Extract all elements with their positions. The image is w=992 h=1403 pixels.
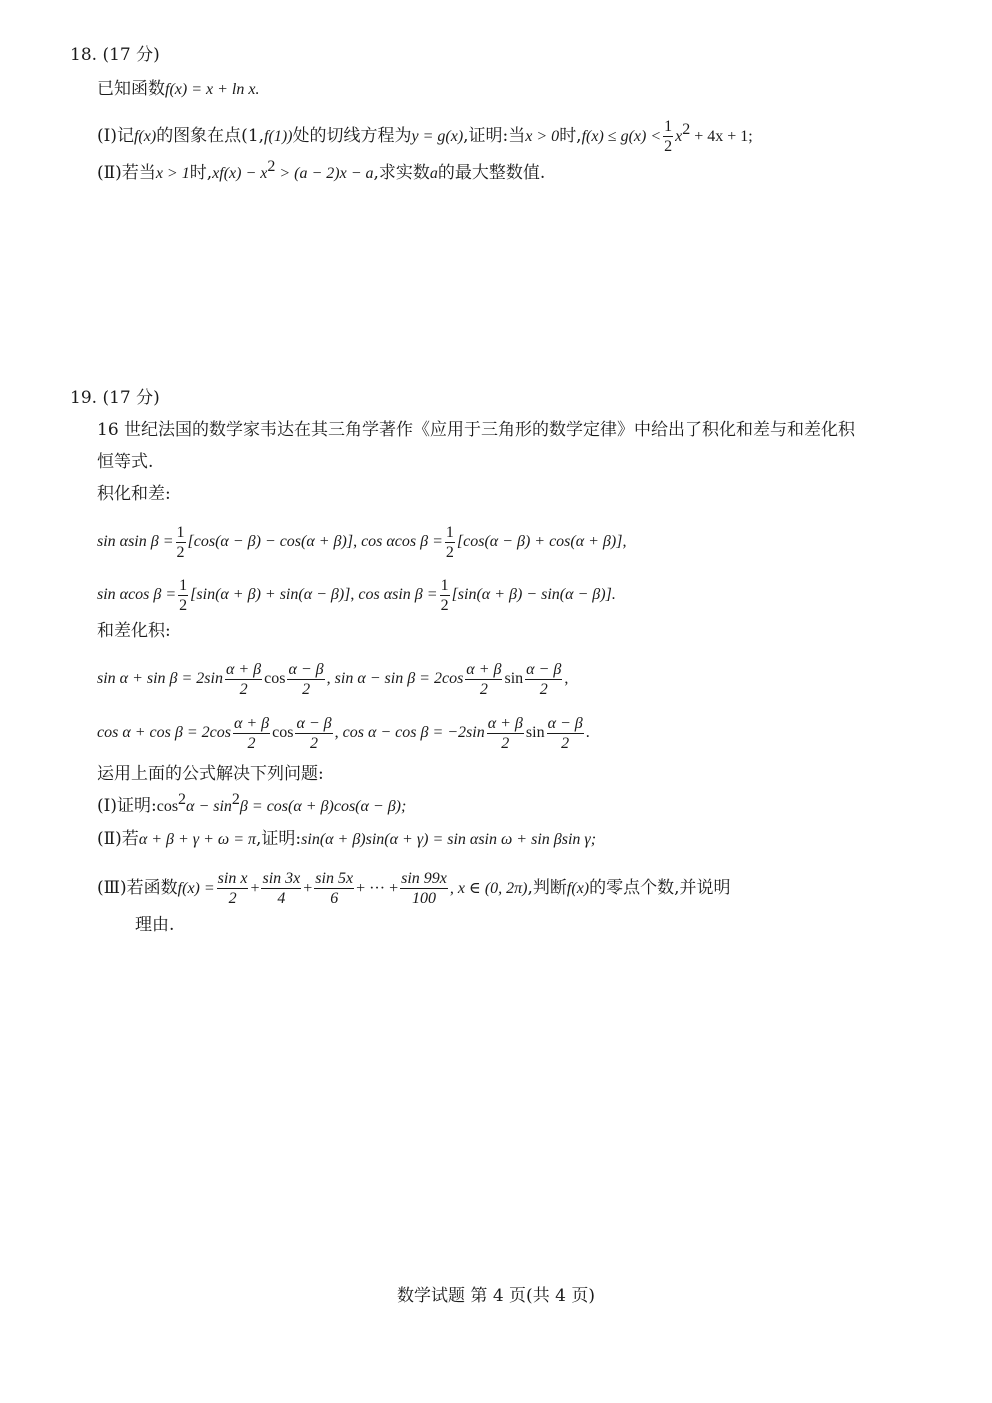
q18-p2-text-f: > (a − 2)x − a — [275, 165, 374, 182]
frac-num: α + β — [487, 715, 523, 732]
half-num: 1 — [179, 577, 188, 594]
frac-half-diff — [295, 714, 332, 753]
q18-p1-text-b: f(x) — [133, 128, 157, 145]
frac-num: α − β — [296, 715, 332, 732]
sum-cos-plus-lhs: cos α + cos β = 2cos — [97, 724, 231, 742]
q19-p1-text-b: cos — [156, 798, 179, 815]
sum-cos-minus-mid: sin — [525, 724, 545, 742]
q19-heading-product-to-sum: 积化和差: — [97, 484, 171, 504]
q19-formula-row2 — [97, 576, 616, 615]
half-num: 1 — [445, 524, 454, 541]
q19-p2-text-c: ,证明: — [256, 829, 302, 849]
q18-p1-half-fraction — [663, 117, 673, 156]
term-num: sin x — [217, 870, 248, 887]
q18-p1-frac-den: 2 — [664, 138, 673, 155]
q18-p2-exp: 2 — [267, 158, 276, 175]
frac-num: α − β — [288, 661, 324, 678]
q18-p2-label: (Ⅱ) — [97, 163, 122, 183]
formula-sin-cos-half — [178, 576, 188, 615]
formula-cos-cos-rhs: [cos(α − β) + cos(α + β)], — [456, 533, 627, 551]
frac-num: α − β — [526, 661, 562, 678]
q18-p1-text-e: 处的切线方程为 — [292, 126, 412, 146]
q19-p2-label: (Ⅱ) — [97, 829, 122, 849]
frac-den: 2 — [501, 735, 510, 752]
q19-heading-sum-to-product: 和差化积: — [97, 621, 171, 641]
q18-p1-exp: 2 — [682, 121, 691, 138]
q19-p3-term3 — [314, 869, 354, 908]
formula-sep: , — [353, 533, 358, 551]
q19-part2 — [97, 826, 596, 853]
q19-p3-text-a: 若函数 — [126, 878, 178, 898]
q18-p1-text-j: f(x) ≤ g(x) < — [581, 128, 662, 145]
sum-sep: , — [334, 724, 339, 742]
q18-given — [97, 76, 259, 103]
q18-given-formula: f(x) = x + ln x. — [165, 81, 260, 98]
frac-half-diff — [547, 714, 584, 753]
formula-sin-sin-lhs: sin αsin β = — [97, 533, 174, 551]
q19-p1-exp1: 2 — [178, 791, 187, 808]
frac-den: 2 — [539, 681, 548, 698]
q19-heading-apply: 运用上面的公式解决下列问题: — [97, 764, 324, 784]
q19-p2-text-b: α + β + γ + ω = π — [138, 831, 256, 848]
q19-sum-row1 — [97, 660, 568, 699]
q18-number: 18. (17 分) — [70, 45, 160, 65]
q18-p1-text-d: f(1)) — [264, 128, 293, 145]
q18-p2-text-d: xf(x) − x — [212, 165, 268, 182]
frac-half-sum — [465, 660, 502, 699]
frac-den: 2 — [239, 681, 248, 698]
q18-part2 — [97, 160, 545, 187]
frac-half-diff — [287, 660, 324, 699]
q19-sum-row2 — [97, 714, 590, 753]
formula-cos-sin-lhs: cos αsin β = — [358, 586, 438, 604]
q18-p1-text-g: ,证明:当 — [463, 126, 526, 146]
q19-number: 19. (17 分) — [70, 388, 160, 408]
q19-part3 — [97, 869, 731, 908]
sum-cos-plus-mid: cos — [272, 724, 294, 742]
q19-intro-line2: 恒等式. — [97, 452, 154, 472]
q18-p2-text-a: 若当 — [121, 163, 156, 183]
frac-den: 2 — [247, 735, 256, 752]
q19-p3-term1 — [217, 869, 249, 908]
formula-cos-cos-half — [445, 523, 455, 562]
term-num: sin 5x — [315, 870, 354, 887]
frac-den: 2 — [479, 681, 488, 698]
q18-p1-text-a: 记 — [116, 126, 134, 146]
term-num: sin 99x — [401, 870, 447, 887]
frac-den: 2 — [561, 735, 570, 752]
term-den: 6 — [330, 890, 339, 907]
formula-sep: , — [350, 586, 355, 604]
q19-p1-exp2: 2 — [231, 791, 240, 808]
frac-num: α − β — [547, 715, 583, 732]
q18-given-prefix: 已知函数 — [97, 79, 165, 99]
half-den: 2 — [440, 597, 449, 614]
q19-p3-text-e: f(x) — [566, 880, 590, 897]
frac-den: 2 — [310, 735, 319, 752]
frac-num: α + β — [225, 661, 262, 678]
sum-sin-plus-mid: cos — [264, 670, 286, 688]
formula-sin-cos-rhs: [sin(α + β) + sin(α − β)] — [190, 586, 351, 604]
q19-p2-text-a: 若 — [121, 829, 139, 849]
frac-half-sum — [487, 714, 524, 753]
q19-part3-continuation: 理由. — [135, 915, 175, 935]
formula-cos-cos-lhs: cos αcos β = — [361, 533, 443, 551]
q19-p1-text-d: α − sin — [186, 798, 232, 815]
q19-p3-domain: , x ∈ (0, 2π) — [449, 880, 528, 897]
q18-p2-text-g: ,求实数 — [373, 163, 430, 183]
q18-p1-frac-num: 1 — [664, 118, 673, 135]
frac-half-sum — [233, 714, 270, 753]
q19-p2-text-d: sin(α + β)sin(α + γ) = sin αsin ω + sin βsin γ; — [301, 831, 597, 848]
sum-sep: , — [564, 670, 569, 688]
q18-p2-text-h: a — [429, 165, 438, 182]
frac-num: α + β — [233, 715, 270, 732]
q19-formula-row1 — [97, 523, 626, 562]
plus-sign: + — [250, 880, 260, 897]
q19-part1 — [97, 793, 406, 820]
q19-p3-text-f: 的零点个数,并说明 — [589, 878, 731, 898]
formula-sin-sin-rhs: [cos(α − β) − cos(α + β)] — [187, 533, 354, 551]
q19-p3-text-d: ,判断 — [527, 878, 567, 898]
frac-half-diff — [525, 660, 562, 699]
frac-half-sum — [225, 660, 262, 699]
q18-p1-text-m: + 4x + 1; — [690, 128, 753, 145]
sum-sep: , — [326, 670, 331, 688]
q18-p1-text-k: x — [675, 128, 683, 145]
half-den: 2 — [445, 544, 454, 561]
formula-sin-sin-half — [176, 523, 186, 562]
q19-intro-line1: 16 世纪法国的数学家韦达在其三角学著作《应用于三角形的数学定律》中给出了积化和差与和差化积 — [97, 420, 856, 440]
q18-p2-text-b: x > 1 — [155, 165, 190, 182]
half-num: 1 — [176, 524, 185, 541]
sum-end: . — [585, 724, 590, 742]
q19-p3-text-b: f(x) = — [177, 880, 215, 897]
q19-p3-term2 — [261, 869, 301, 908]
q18-p2-text-c: 时, — [189, 163, 213, 183]
sum-sin-minus-mid: sin — [504, 670, 524, 688]
plus-sign: + — [303, 880, 313, 897]
term-den: 100 — [412, 890, 436, 907]
half-den: 2 — [179, 597, 188, 614]
formula-sin-cos-lhs: sin αcos β = — [97, 586, 177, 604]
formula-cos-sin-rhs: [sin(α + β) − sin(α − β)]. — [451, 586, 616, 604]
q18-p2-text-i: 的最大整数值. — [437, 163, 546, 183]
sum-sin-minus-lhs: sin α − sin β = 2cos — [334, 670, 464, 688]
half-num: 1 — [440, 577, 449, 594]
term-num: sin 3x — [262, 870, 301, 887]
q18-p1-text-h: x > 0 — [525, 128, 560, 145]
frac-den: 2 — [302, 681, 311, 698]
q19-p1-text-f: β = cos(α + β)cos(α − β); — [239, 798, 407, 815]
q19-p1-label: (Ⅰ) — [97, 796, 117, 816]
half-den: 2 — [176, 544, 185, 561]
q18-part1 — [97, 117, 753, 156]
page-footer: 数学试题 第 4 页(共 4 页) — [397, 1286, 595, 1306]
q19-p1-text-a: 证明: — [116, 796, 157, 816]
q18-p1-text-f: y = g(x) — [411, 128, 464, 145]
q18-p1-label: (Ⅰ) — [97, 126, 117, 146]
sum-sin-plus-lhs: sin α + sin β = 2sin — [97, 670, 223, 688]
sum-cos-minus-lhs: cos α − cos β = −2sin — [342, 724, 485, 742]
q19-p3-term4 — [400, 869, 448, 908]
q18-p1-text-c: 的图象在点(1, — [156, 126, 265, 146]
q19-p3-label: (Ⅲ) — [97, 878, 127, 898]
term-den: 4 — [277, 890, 286, 907]
ellipsis-plus: + ··· + — [356, 880, 399, 897]
formula-cos-sin-half — [440, 576, 450, 615]
frac-num: α + β — [466, 661, 502, 678]
q18-p1-text-i: 时, — [559, 126, 582, 146]
term-den: 2 — [228, 890, 237, 907]
